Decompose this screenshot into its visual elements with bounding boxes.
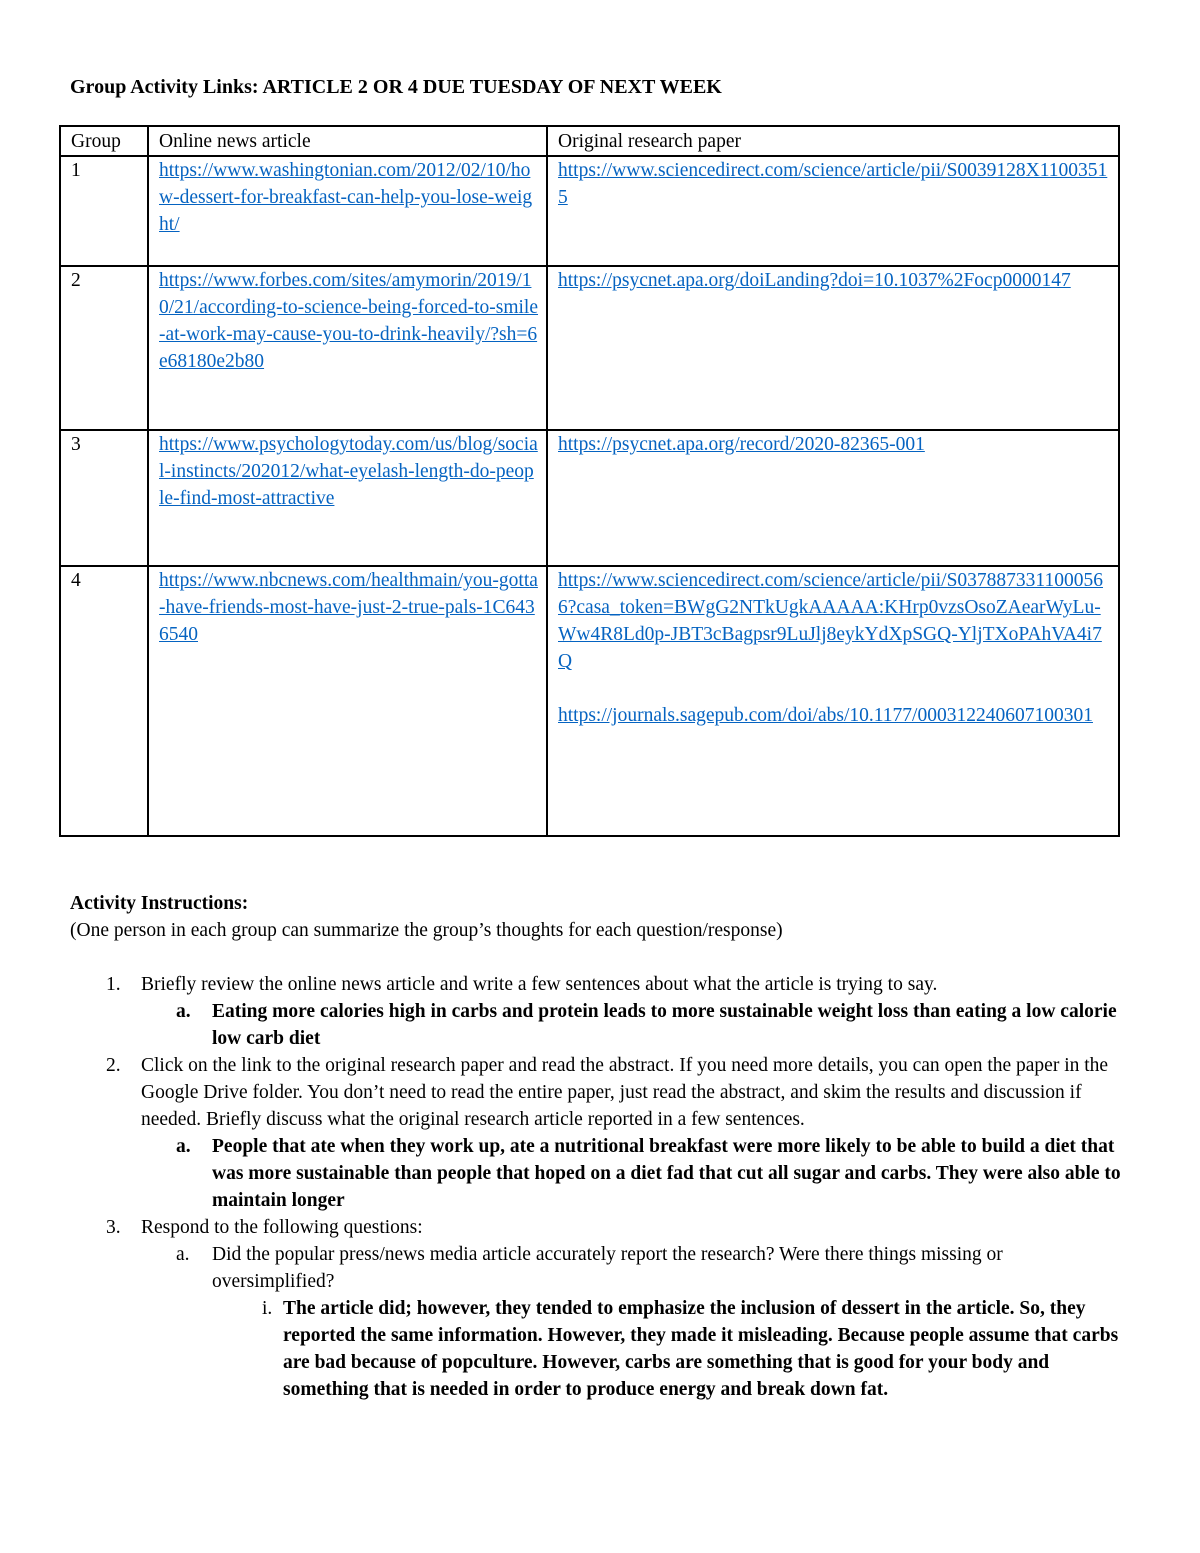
answer-letter: a. <box>176 1001 191 1022</box>
news-article-link[interactable]: https://www.forbes.com/sites/amymorin/2019/10/21/according-to-science-being-forced-to-smile-at-work-may-cause-you-to-drink-heavily/?sh=6e68180e2b80 <box>159 270 539 372</box>
research-paper-cell <box>547 266 1119 430</box>
news-article-cell <box>148 266 547 430</box>
item-number: 1. <box>106 974 121 995</box>
instruction-item-3 <box>70 1214 1130 1403</box>
answer-list <box>141 998 1130 1052</box>
instructions-title: Activity Instructions: <box>70 893 249 914</box>
item-text: Click on the link to the original research paper and read the abstract. If you need more details, you can open the paper in the Google Drive folder. You don’t need to read the entire paper, just read the abstract, and skim the results and discussion if needed. Briefly discuss what the original research article reported in a few sentences. <box>141 1055 1109 1130</box>
research-paper-link[interactable]: https://www.sciencedirect.com/science/article/pii/S0039128X11003515 <box>558 160 1108 208</box>
group-number: 4 <box>60 566 148 836</box>
answer-list <box>141 1133 1130 1214</box>
answer-text: Eating more calories high in carbs and protein leads to more sustainable weight loss than eating a low calorie low carb diet <box>212 1001 1117 1049</box>
link-spacer <box>558 675 1110 702</box>
answer-text: The article did; however, they tended to emphasize the inclusion of dessert in the article. So, they reported the same information. However, they made it misleading. Because people assume that carbs are bad because of popculture. However, carbs are something that is good for your body and something that is needed in order to produce energy and break down fat. <box>283 1298 1119 1400</box>
question-text: Did the popular press/news media article accurately report the research? Were there things missing or oversimplified? <box>212 1244 1003 1292</box>
news-article-cell <box>148 430 547 566</box>
header-online-news-article: Online news article <box>148 126 547 156</box>
item-text: Respond to the following questions: <box>141 1217 423 1238</box>
page-title: Group Activity Links: ARTICLE 2 OR 4 DUE TUESDAY OF NEXT WEEK <box>70 76 722 98</box>
news-article-link[interactable]: https://www.psychologytoday.com/us/blog/social-instincts/202012/what-eyelash-length-do-people-find-most-attractive <box>159 434 538 509</box>
activity-instructions <box>70 890 1130 1403</box>
question-item <box>141 1241 1130 1403</box>
research-paper-link[interactable]: https://www.sciencedirect.com/science/article/pii/S0378873311000566?casa_token=BWgG2NTkUgkAAAAA:KHrp0vzsOsoZAearWyLu-Ww4R8Ld0p-JBT3cBagpsr9LuJlj8eykYdXpSGQ-YljTXoPAhVA4i7Q <box>558 570 1103 672</box>
instruction-item-1 <box>70 971 1130 1052</box>
news-article-link[interactable]: https://www.washingtonian.com/2012/02/10/how-dessert-for-breakfast-can-help-you-lose-weight/ <box>159 160 533 235</box>
header-original-research-paper: Original research paper <box>547 126 1119 156</box>
question-list <box>141 1241 1130 1403</box>
table-row-group-4 <box>60 566 1119 836</box>
news-article-cell <box>148 156 547 266</box>
answer-numeral: i. <box>262 1298 273 1319</box>
table-row-group-3 <box>60 430 1119 566</box>
instruction-item-2 <box>70 1052 1130 1214</box>
news-article-link[interactable]: https://www.nbcnews.com/healthmain/you-gotta-have-friends-most-have-just-2-true-pals-1C6436540 <box>159 570 538 645</box>
item-text: Briefly review the online news article and write a few sentences about what the article is trying to say. <box>141 974 938 995</box>
item-number: 3. <box>106 1217 121 1238</box>
group-number: 1 <box>60 156 148 266</box>
table-row-group-2 <box>60 266 1119 430</box>
group-links-table <box>59 125 1120 837</box>
research-paper-link-secondary[interactable]: https://journals.sagepub.com/doi/abs/10.1177/000312240607100301 <box>558 705 1093 726</box>
research-paper-link[interactable]: https://psycnet.apa.org/doiLanding?doi=10.1037%2Focp0000147 <box>558 270 1071 291</box>
answer-text: People that ate when they work up, ate a nutritional breakfast were more likely to be able to build a diet that was more sustainable than people that hoped on a diet fad that cut all sugar and carbs. They were also able to maintain longer <box>212 1136 1121 1211</box>
answer-item <box>141 998 1130 1052</box>
instruction-list <box>70 971 1130 1403</box>
news-article-cell <box>148 566 547 836</box>
table-header-row <box>60 126 1119 156</box>
header-group: Group <box>60 126 148 156</box>
research-paper-link[interactable]: https://psycnet.apa.org/record/2020-82365-001 <box>558 434 925 455</box>
answer-item <box>212 1295 1130 1403</box>
table-row-group-1 <box>60 156 1119 266</box>
instructions-note: (One person in each group can summarize the group’s thoughts for each question/response) <box>70 920 783 941</box>
research-paper-cell <box>547 430 1119 566</box>
item-number: 2. <box>106 1055 121 1076</box>
answer-list <box>212 1295 1130 1403</box>
research-paper-cell <box>547 156 1119 266</box>
research-paper-cell <box>547 566 1119 836</box>
answer-item <box>141 1133 1130 1214</box>
answer-letter: a. <box>176 1136 191 1157</box>
group-number: 3 <box>60 430 148 566</box>
group-number: 2 <box>60 266 148 430</box>
question-letter: a. <box>176 1244 190 1265</box>
